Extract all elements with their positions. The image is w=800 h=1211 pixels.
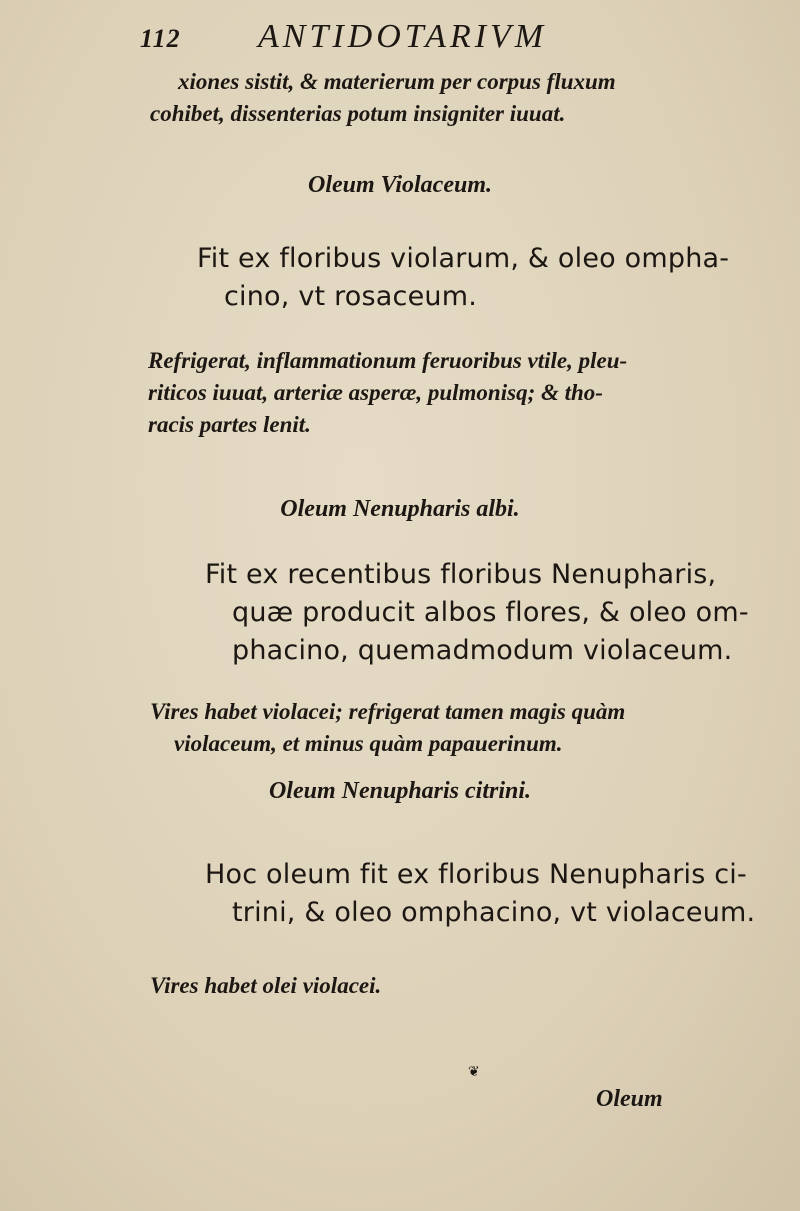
text-line: Vires habet olei violacei. bbox=[150, 973, 382, 998]
text-line: Fit ex floribus violarum, & oleo ompha- bbox=[197, 243, 730, 274]
text-paragraph bbox=[197, 240, 750, 316]
text-line: trini, & oleo omphacino, vt violaceum. bbox=[232, 897, 756, 928]
text-paragraph bbox=[150, 970, 750, 1002]
text-line: cino, vt rosaceum. bbox=[224, 281, 477, 312]
section-heading: Oleum Nenupharis citrini. bbox=[268, 778, 532, 804]
text-line: cohibet, dissenterias potum insigniter iuuat. bbox=[150, 101, 566, 126]
page-number: 112 bbox=[140, 24, 181, 53]
printer-ornament-icon: ❦ bbox=[468, 1064, 480, 1080]
text-line: Vires habet violacei; refrigerat tamen magis quàm bbox=[150, 699, 626, 724]
section-heading: Oleum Violaceum. bbox=[307, 172, 492, 198]
text-line: racis partes lenit. bbox=[148, 412, 311, 437]
section-heading: Oleum Nenupharis albi. bbox=[280, 496, 520, 522]
text-line: Fit ex recentibus floribus Nenupharis, bbox=[205, 559, 717, 590]
running-title: ANTIDOTARIVM bbox=[258, 18, 548, 55]
catchword: Oleum bbox=[596, 1086, 663, 1112]
text-paragraph bbox=[205, 556, 750, 670]
text-paragraph-continuation bbox=[150, 66, 750, 130]
text-line: Hoc oleum fit ex floribus Nenupharis ci- bbox=[205, 859, 747, 890]
page-header bbox=[140, 18, 760, 58]
text-paragraph bbox=[150, 696, 750, 760]
text-line: violaceum, et minus quàm papauerinum. bbox=[174, 731, 563, 756]
text-line: quæ producit albos flores, & oleo om- bbox=[232, 597, 749, 628]
text-paragraph bbox=[148, 345, 750, 441]
text-line: Refrigerat, inflammationum feruoribus vtile, pleu- bbox=[148, 348, 628, 373]
text-line: riticos iuuat, arteriæ asperæ, pulmonisq; & tho- bbox=[148, 380, 603, 405]
text-line: phacino, quemadmodum violaceum. bbox=[232, 635, 733, 666]
text-paragraph bbox=[205, 856, 756, 932]
text-line: xiones sistit, & materierum per corpus fluxum bbox=[178, 69, 616, 94]
